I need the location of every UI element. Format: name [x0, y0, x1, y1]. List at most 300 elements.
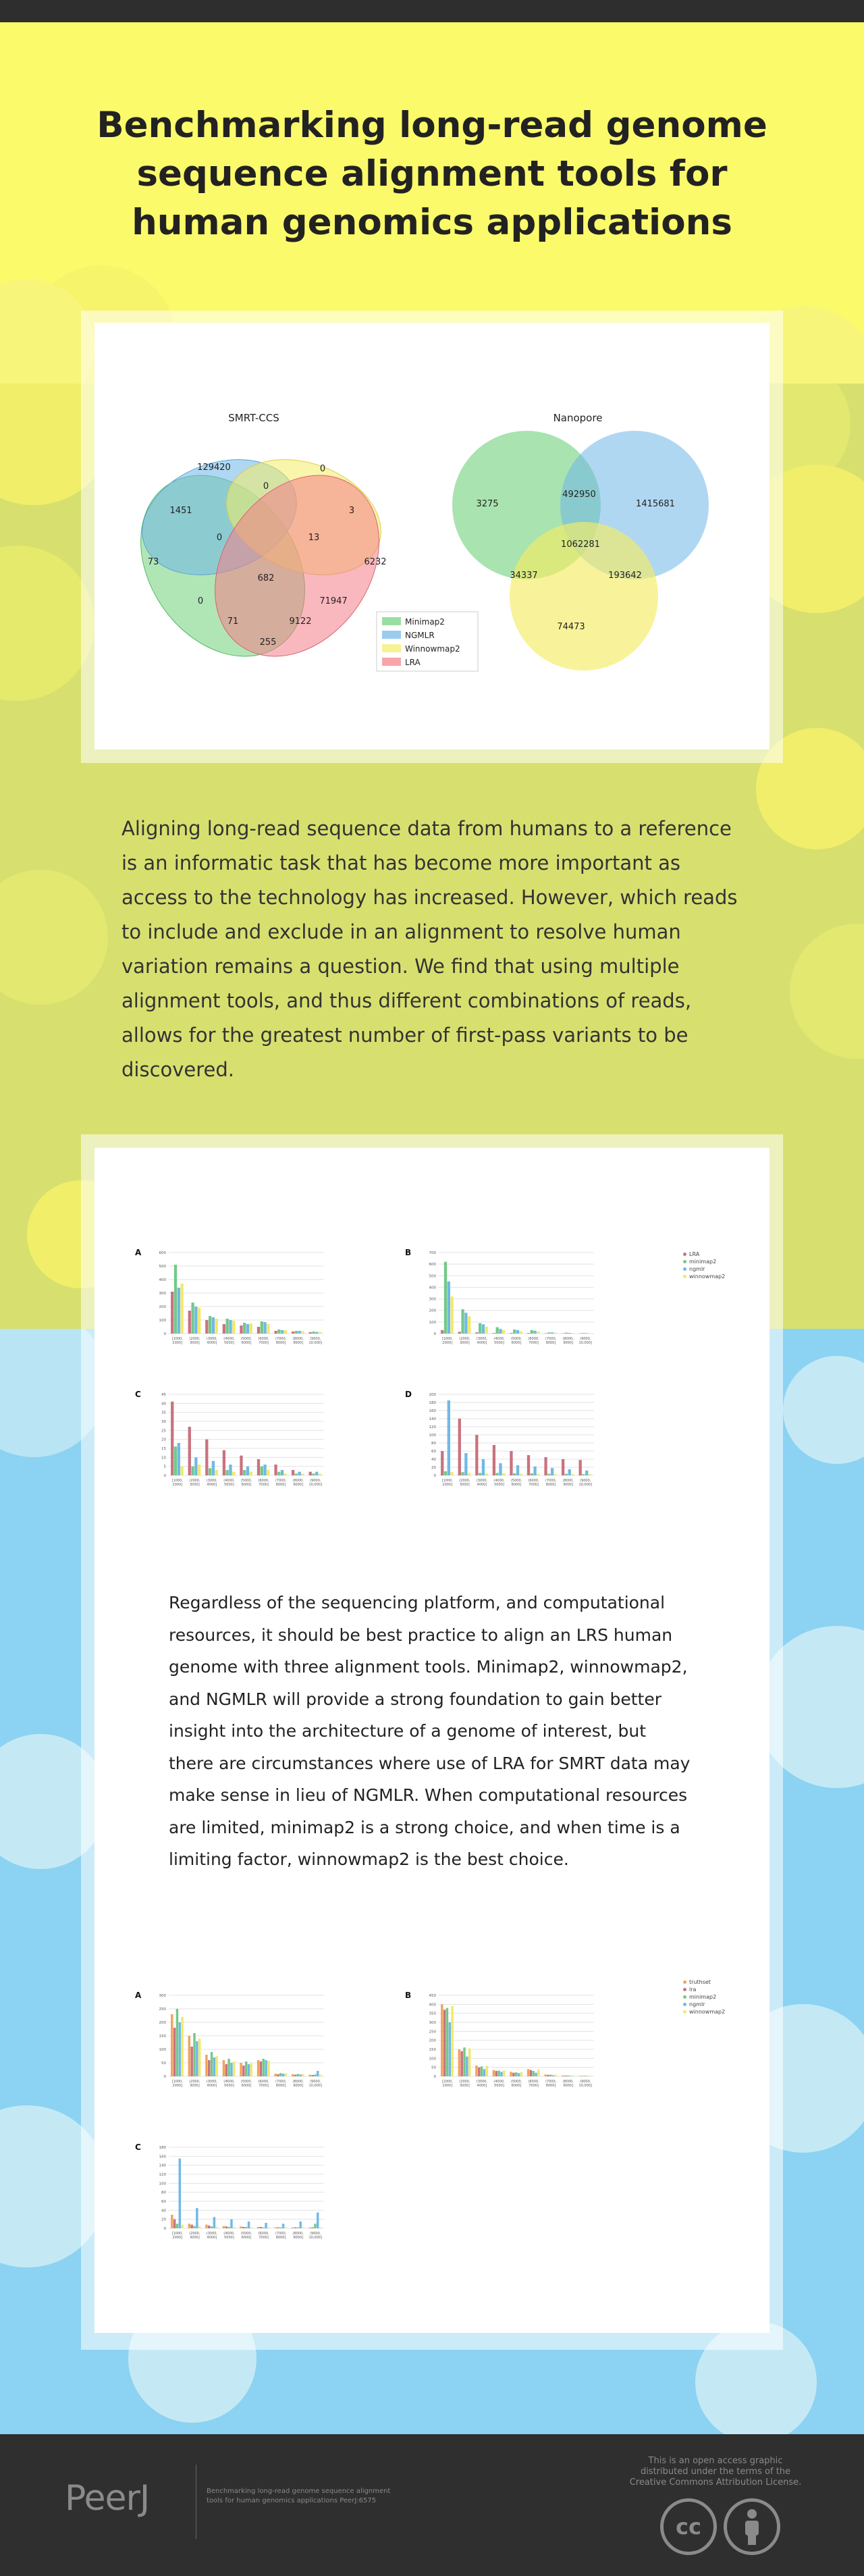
bar — [552, 2075, 554, 2076]
summary-paragraph: Aligning long-read sequence data from humans to a reference is an informatic task that has become more important as access to the technology has increased. However, which reads to include and exclude in an alignment to resolve human variation remains a question. We find that using multiple alignment tools, and thus different combinations of reads, allows for the greatest number of first-pass variants to be discovered. — [122, 817, 738, 1081]
x-tick-label: 3000] — [189, 1483, 200, 1487]
bar — [233, 2061, 235, 2076]
venn-label: 6232 — [364, 557, 387, 567]
legend-dot — [683, 1260, 686, 1263]
bar — [284, 1330, 287, 1334]
y-tick-label: 200 — [429, 2039, 436, 2043]
x-tick-label: 2000] — [172, 1341, 183, 1345]
x-tick-label: (5000, — [510, 1337, 522, 1341]
y-tick-label: 40 — [431, 1458, 436, 1462]
bar — [226, 1470, 229, 1475]
bar — [277, 2074, 279, 2076]
venn-label: 193642 — [608, 571, 642, 581]
attribution-person-icon[interactable] — [724, 2498, 780, 2555]
chart-panel-letter: C — [135, 2143, 141, 2152]
bar — [475, 2066, 477, 2076]
x-tick-label: 5000] — [224, 2084, 234, 2088]
bar — [215, 1470, 218, 1475]
bar — [309, 1472, 312, 1475]
bar — [232, 1472, 235, 1475]
bar — [225, 2064, 227, 2076]
legend-item — [683, 2008, 725, 2016]
bar — [223, 2060, 225, 2076]
bar — [481, 2066, 483, 2076]
x-tick-label: (5000, — [240, 1479, 252, 1483]
bar — [188, 2036, 190, 2076]
venn-panel — [94, 323, 770, 750]
bar-chart-C — [135, 1390, 324, 1487]
x-tick-label: 5000] — [494, 2084, 504, 2088]
bar — [194, 1457, 197, 1475]
bar — [441, 1330, 443, 1334]
bar — [245, 2061, 247, 2076]
bar — [451, 2006, 453, 2076]
bar — [520, 1332, 522, 1334]
bar — [512, 2073, 514, 2076]
x-tick-label: 7000] — [259, 1341, 269, 1345]
x-tick-label: (6000, — [528, 1337, 539, 1341]
x-tick-label: (8000, — [292, 1337, 304, 1341]
venn-label: 492950 — [562, 490, 596, 500]
bar — [450, 1296, 453, 1334]
y-tick-label: 160 — [429, 1409, 436, 1413]
bar — [257, 2227, 259, 2228]
chart-panel-letter: B — [405, 1991, 412, 2000]
bar — [531, 1473, 533, 1475]
bar — [279, 2073, 281, 2076]
poster-title — [81, 101, 783, 247]
bar — [274, 2074, 276, 2076]
x-tick-label: [1000, — [441, 1337, 453, 1341]
bar — [544, 1333, 547, 1334]
bar — [449, 2022, 451, 2076]
bar — [274, 1331, 277, 1334]
y-tick-label: 100 — [429, 1434, 436, 1438]
bar — [171, 2215, 173, 2228]
x-tick-label: (3000, — [206, 1479, 218, 1483]
x-tick-label: 6000] — [511, 1483, 522, 1487]
bar — [496, 1328, 499, 1334]
bar-chart-C2 — [135, 2143, 324, 2240]
legend-dot — [683, 2010, 686, 2014]
bar — [298, 1472, 301, 1475]
bar — [260, 2227, 262, 2228]
venn-label: 0 — [263, 481, 269, 492]
y-tick-label: 100 — [159, 2048, 166, 2052]
venn-figure — [94, 323, 770, 750]
bar — [314, 2074, 316, 2076]
bar — [483, 2069, 485, 2076]
venn-label: 71 — [227, 616, 239, 627]
bar — [461, 1472, 464, 1475]
chart-panel-letter: C — [135, 1390, 141, 1399]
bar — [292, 1332, 294, 1334]
bar — [277, 1472, 280, 1475]
bar — [248, 2222, 250, 2228]
bar — [450, 1472, 453, 1475]
y-tick-label: 300 — [429, 1297, 436, 1302]
bar — [179, 2022, 181, 2076]
bar — [292, 2074, 294, 2076]
y-tick-label: 0 — [433, 2075, 436, 2079]
decor-circle — [783, 1356, 864, 1464]
bar — [446, 2008, 448, 2076]
legend-swatch — [382, 617, 401, 625]
x-tick-label: 4000] — [477, 2084, 487, 2088]
bar — [585, 1471, 588, 1475]
x-tick-label: (6000, — [528, 1479, 539, 1483]
chart-panel-letter: A — [135, 1248, 142, 1257]
y-tick-label: 450 — [429, 1994, 436, 1998]
x-tick-label: 10,000] — [308, 2236, 322, 2240]
x-tick-label: (7000, — [275, 2080, 287, 2084]
bar — [527, 1333, 530, 1334]
x-tick-label: 9000] — [563, 1483, 574, 1487]
legend-label: minimap2 — [689, 1994, 717, 2000]
bar — [198, 1308, 200, 1334]
x-tick-label: 2000] — [442, 2084, 453, 2088]
x-tick-label: (2000, — [459, 1479, 470, 1483]
venn-label: 1415681 — [636, 499, 675, 509]
y-tick-label: 0 — [433, 1474, 436, 1478]
venn-label: 129420 — [197, 463, 231, 473]
bar — [515, 2072, 517, 2076]
x-tick-label: 7000] — [259, 2084, 269, 2088]
x-tick-label: 4000] — [207, 2084, 217, 2088]
x-tick-label: (9000, — [580, 1337, 591, 1341]
bar — [230, 2219, 232, 2228]
bar — [551, 1332, 554, 1334]
legend-dot — [683, 1995, 686, 1999]
bar — [516, 1330, 519, 1334]
x-tick-label: 7000] — [529, 1483, 539, 1487]
legend-item — [683, 1986, 725, 1993]
bar — [281, 1330, 284, 1334]
bar — [478, 2068, 480, 2076]
bar — [213, 2217, 215, 2228]
peerj-logo[interactable]: PeerJ — [65, 2478, 150, 2519]
bar — [312, 1332, 315, 1334]
y-tick-label: 300 — [429, 2021, 436, 2025]
bar — [460, 2051, 462, 2076]
y-tick-label: 60 — [431, 1450, 436, 1454]
venn-label: 0 — [319, 464, 326, 474]
bar — [516, 1465, 519, 1475]
bar — [173, 2028, 176, 2076]
bar — [267, 1470, 269, 1475]
x-tick-label: 6000] — [241, 1341, 252, 1345]
bar — [178, 1443, 180, 1475]
x-tick-label: (2000, — [189, 1479, 200, 1483]
bar — [223, 1450, 225, 1475]
bar — [314, 2224, 316, 2228]
legend-label: truthset — [689, 1979, 711, 1985]
legend-item — [683, 1993, 725, 2001]
legend-label: ngmlr — [689, 2001, 705, 2007]
bar — [537, 2070, 539, 2076]
bar — [544, 2074, 546, 2076]
x-tick-label: (8000, — [292, 1479, 304, 1483]
y-tick-label: 5 — [163, 1465, 166, 1469]
chart-panel-letter: A — [135, 1991, 142, 2000]
bar — [194, 1307, 197, 1334]
x-tick-label: 3000] — [189, 1341, 200, 1345]
bar — [533, 1467, 536, 1475]
legend-item — [683, 1265, 725, 1273]
y-tick-label: 100 — [429, 1320, 436, 1325]
bar — [485, 1473, 488, 1475]
y-tick-label: 700 — [429, 1251, 436, 1255]
x-tick-label: (4000, — [223, 1337, 235, 1341]
x-tick-label: 3000] — [459, 1483, 470, 1487]
y-tick-label: 100 — [159, 1319, 166, 1323]
bar — [243, 1323, 246, 1334]
bar — [193, 2226, 195, 2228]
bar — [562, 1459, 564, 1475]
x-tick-label: 8000] — [275, 2236, 286, 2240]
x-tick-label: (9000, — [310, 1479, 321, 1483]
y-tick-label: 50 — [161, 2061, 166, 2066]
cc-icon[interactable] — [660, 2498, 717, 2555]
bar — [245, 2227, 247, 2228]
bar — [209, 1468, 211, 1475]
x-tick-label: (6000, — [528, 2080, 539, 2084]
y-tick-label: 300 — [159, 1292, 166, 1296]
y-tick-label: 150 — [159, 2034, 166, 2039]
bar — [533, 1331, 536, 1334]
x-tick-label: (3000, — [206, 2080, 218, 2084]
bar — [265, 2060, 267, 2076]
x-tick-label: (8000, — [292, 2232, 304, 2236]
x-tick-label: 8000] — [545, 1483, 556, 1487]
bar — [240, 2226, 242, 2228]
bar — [503, 2070, 505, 2076]
bar — [458, 1332, 461, 1334]
x-tick-label: (7000, — [275, 2232, 287, 2236]
x-tick-label: 9000] — [563, 2084, 574, 2088]
y-tick-label: 200 — [429, 1393, 436, 1397]
x-tick-label: (6000, — [258, 1337, 269, 1341]
bar — [464, 1313, 467, 1334]
y-tick-label: 500 — [429, 1274, 436, 1279]
bar — [554, 1333, 557, 1334]
legend-swatch — [382, 631, 401, 639]
bar — [468, 1316, 470, 1334]
bar — [518, 2073, 520, 2076]
y-tick-label: 0 — [163, 2075, 166, 2079]
bar — [579, 1460, 582, 1475]
bar — [261, 1467, 263, 1475]
bar — [565, 1474, 568, 1475]
figure-set-1-legend — [683, 1251, 725, 1280]
legend-item — [683, 2001, 725, 2008]
bar — [282, 2074, 284, 2076]
x-tick-label: 10,000] — [578, 1483, 592, 1487]
x-tick-label: 6000] — [511, 2084, 522, 2088]
y-tick-label: 200 — [159, 1305, 166, 1309]
x-tick-label: 9000] — [293, 2236, 304, 2240]
bar — [468, 2049, 470, 2076]
legend-swatch — [382, 658, 401, 666]
x-tick-label: 7000] — [259, 2236, 269, 2240]
bar — [319, 1332, 321, 1334]
bar — [205, 1440, 208, 1475]
bar — [282, 2224, 284, 2228]
x-tick-label: (7000, — [545, 1479, 557, 1483]
bar — [520, 2072, 522, 2076]
x-tick-label: [1000, — [441, 1479, 453, 1483]
bar — [263, 1465, 266, 1475]
bar — [549, 2075, 551, 2076]
poster-title-line: sequence alignment tools for — [136, 153, 728, 194]
bar — [171, 1402, 173, 1475]
x-tick-label: 10,000] — [308, 1483, 322, 1487]
bar — [240, 1456, 242, 1475]
x-tick-label: 10,000] — [308, 1341, 322, 1345]
bar — [299, 2222, 301, 2228]
x-tick-label: 8000] — [545, 2084, 556, 2088]
bar — [497, 2070, 500, 2076]
bar — [502, 1473, 505, 1475]
bar — [240, 2063, 242, 2076]
legend-label: Winnowmap2 — [405, 644, 460, 654]
y-tick-label: 80 — [431, 1442, 436, 1446]
bar — [257, 1459, 260, 1475]
venn-label: 34337 — [510, 571, 538, 581]
bar — [261, 1321, 263, 1334]
bar — [263, 1322, 266, 1334]
bar — [191, 1467, 194, 1475]
bar — [443, 2009, 446, 2076]
bar — [176, 2009, 178, 2076]
legend-label: winnowmap2 — [689, 2009, 726, 2015]
bar — [565, 1333, 568, 1334]
bar — [181, 2017, 183, 2076]
legend-label: winnowmap2 — [689, 1273, 726, 1280]
bar — [475, 1332, 478, 1334]
x-tick-label: 6000] — [241, 2084, 252, 2088]
bar — [464, 1453, 467, 1475]
x-tick-label: (2000, — [189, 2080, 200, 2084]
x-tick-label: 2000] — [172, 1483, 183, 1487]
x-tick-label: 7000] — [529, 1341, 539, 1345]
bar — [226, 1319, 229, 1334]
x-tick-label: 10,000] — [578, 2084, 592, 2088]
x-tick-label: (8000, — [562, 2080, 574, 2084]
venn-label: 3275 — [476, 499, 499, 509]
bar — [448, 1400, 450, 1475]
y-tick-label: 60 — [161, 2200, 166, 2204]
legend-dot — [683, 1253, 686, 1256]
x-tick-label: [1000, — [171, 2232, 183, 2236]
bar — [571, 1474, 574, 1475]
bar — [188, 1311, 191, 1334]
bar — [277, 1330, 280, 1334]
y-tick-label: 140 — [159, 2163, 166, 2168]
legend-label: LRA — [689, 1251, 700, 1257]
legend-item — [683, 1251, 725, 1258]
x-tick-label: (2000, — [459, 1337, 470, 1341]
venn-label: 0 — [216, 533, 223, 543]
legend-dot — [683, 1267, 686, 1271]
bar — [174, 1446, 177, 1475]
bar — [205, 2225, 207, 2228]
y-tick-label: 0 — [163, 2227, 166, 2231]
decor-circle — [790, 924, 864, 1059]
y-tick-label: 160 — [159, 2155, 166, 2159]
bar — [315, 1332, 318, 1334]
legend-dot — [683, 1988, 686, 1991]
venn-legend — [377, 612, 478, 671]
y-tick-label: 400 — [429, 2003, 436, 2007]
y-tick-label: 20 — [161, 1438, 166, 1442]
y-tick-label: 600 — [429, 1263, 436, 1267]
bar — [193, 2033, 195, 2076]
bar-chart-B2 — [405, 1991, 594, 2088]
y-tick-label: 30 — [161, 1420, 166, 1424]
bar — [274, 1465, 277, 1475]
bar — [513, 1473, 516, 1475]
bar — [496, 1473, 499, 1475]
x-tick-label: (7000, — [275, 1479, 287, 1483]
y-tick-label: 15 — [161, 1447, 166, 1451]
x-tick-label: 5000] — [494, 1341, 504, 1345]
y-tick-label: 180 — [429, 1401, 436, 1405]
bar — [246, 1324, 249, 1334]
bar — [295, 1331, 298, 1334]
bar — [171, 2014, 173, 2076]
license-text: This is an open access graphic distributed under the terms of the Creative Commons Attribution License. — [629, 2456, 802, 2488]
y-tick-label: 200 — [159, 2021, 166, 2025]
bar — [179, 2159, 181, 2228]
bar — [223, 2226, 225, 2228]
bar — [495, 2071, 497, 2076]
y-tick-label: 35 — [161, 1411, 166, 1415]
bar — [537, 1332, 539, 1334]
y-tick-label: 20 — [431, 1466, 436, 1470]
y-tick-label: 120 — [429, 1425, 436, 1429]
bar — [311, 2075, 313, 2076]
bar — [215, 1319, 218, 1334]
bar — [208, 2226, 210, 2228]
bar — [198, 2226, 200, 2228]
x-tick-label: 6000] — [241, 1483, 252, 1487]
bar — [319, 2075, 321, 2076]
bar — [267, 2061, 269, 2076]
x-tick-label: 9000] — [563, 1341, 574, 1345]
x-tick-label: [1000, — [171, 1479, 183, 1483]
bar — [527, 2069, 529, 2076]
bar — [180, 1467, 183, 1475]
bar — [510, 1451, 512, 1475]
x-tick-label: (7000, — [545, 1337, 557, 1341]
x-tick-label: (9000, — [310, 1337, 321, 1341]
bar — [547, 1474, 550, 1475]
bar — [230, 2063, 232, 2076]
x-tick-label: (4000, — [493, 2080, 505, 2084]
y-tick-label: 0 — [163, 1332, 166, 1336]
x-tick-label: [1000, — [441, 2080, 453, 2084]
bar — [537, 1474, 539, 1475]
y-tick-label: 200 — [429, 1309, 436, 1313]
x-tick-label: (3000, — [206, 1337, 218, 1341]
x-tick-label: (4000, — [223, 1479, 235, 1483]
x-tick-label: (7000, — [275, 1337, 287, 1341]
bar — [527, 1455, 530, 1475]
bar — [297, 2074, 299, 2076]
legend-dot — [683, 1275, 686, 1278]
bar — [482, 1324, 485, 1334]
